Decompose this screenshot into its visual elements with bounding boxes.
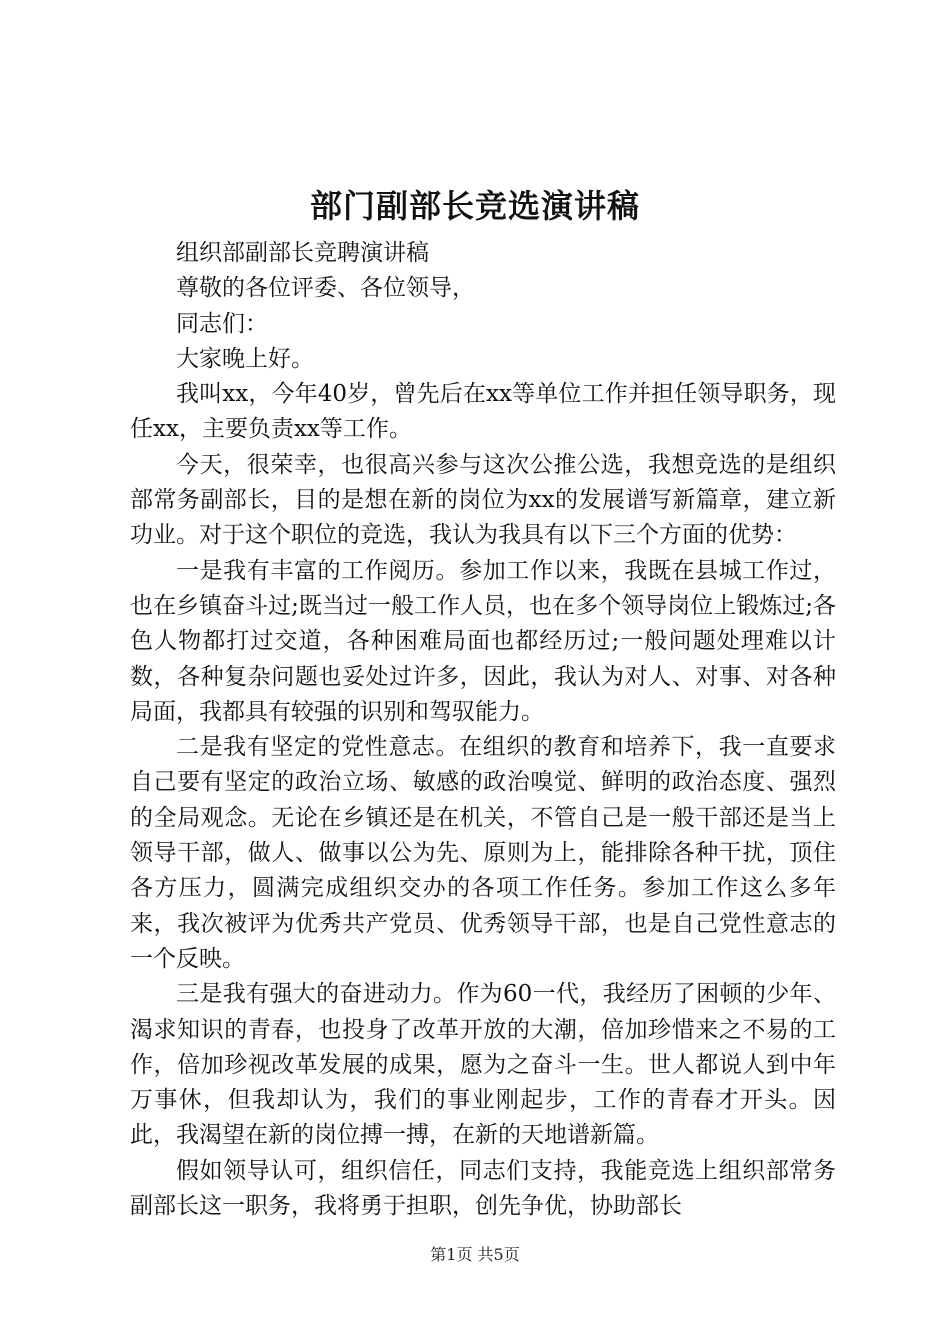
paragraph-commitment: 假如领导认可，组织信任，同志们支持，我能竞选上组织部常务副部长这一职务，我将勇于担职，创先争优，协助部长 [130,1157,836,1220]
paragraph-purpose: 今天，很荣幸，也很高兴参与这次公推公选，我想竞选的是组织部常务副部长，目的是想在新的岗位为xx的发展谱写新篇章，建立新功业。对于这个职位的竞选，我认为我具有以下三个方面的优势： [130,451,836,549]
paragraph-advantage-two: 二是我有坚定的党性意志。在组织的教育和培养下，我一直要求自己要有坚定的政治立场、敏感的政治嗅觉、鲜明的政治态度、强烈的全局观念。无论在乡镇还是在机关，不管自己是一般干部还是当上领导干部，做人、做事以公为先、原则为上，能排除各种干扰，顶住各方压力，圆满完成组织交办的各项工作任务。参加工作这么多年来，我次被评为优秀共产党员、优秀领导干部，也是自己党性意志的一个反映。 [130,734,836,972]
paragraph-advantage-three: 三是我有强大的奋进动力。作为60一代，我经历了困顿的少年、渴求知识的青春，也投身了改革开放的大潮，倍加珍惜来之不易的工作，倍加珍视改革发展的成果，愿为之奋斗一生。世人都说人到中年万事休，但我却认为，我们的事业刚起步，工作的青春才开头。因此，我渴望在新的岗位搏一搏，在新的天地谱新篇。 [130,981,836,1149]
paragraph-salutation: 尊敬的各位评委、各位领导， [176,275,475,302]
paragraph-introduction: 我叫xx，今年40岁，曾先后在xx等单位工作并担任领导职务，现任xx，主要负责xx等工作。 [130,381,836,443]
paragraph-salutation-comrades: 同志们： [176,310,268,337]
paragraph-greeting: 大家晚上好。 [176,345,314,372]
paragraph-subtitle: 组织部副部长竞聘演讲稿 [176,240,429,266]
paragraph-advantage-one: 一是我有丰富的工作阅历。参加工作以来，我既在县城工作过，也在乡镇奋斗过;既当过一般工作人员，也在多个领导岗位上锻炼过;各色人物都打过交道，各种困难局面也都经历过;一般问题处理难以计数，各种复杂问题也妥处过许多，因此，我认为对人、对事、对各种局面，我都具有较强的识别和驾驭能力。 [130,557,836,725]
document-body [130,236,836,1224]
document-title: 部门副部长竞选演讲稿 [309,187,640,225]
page-number-footer: 第1页 共5页 [430,1245,520,1264]
